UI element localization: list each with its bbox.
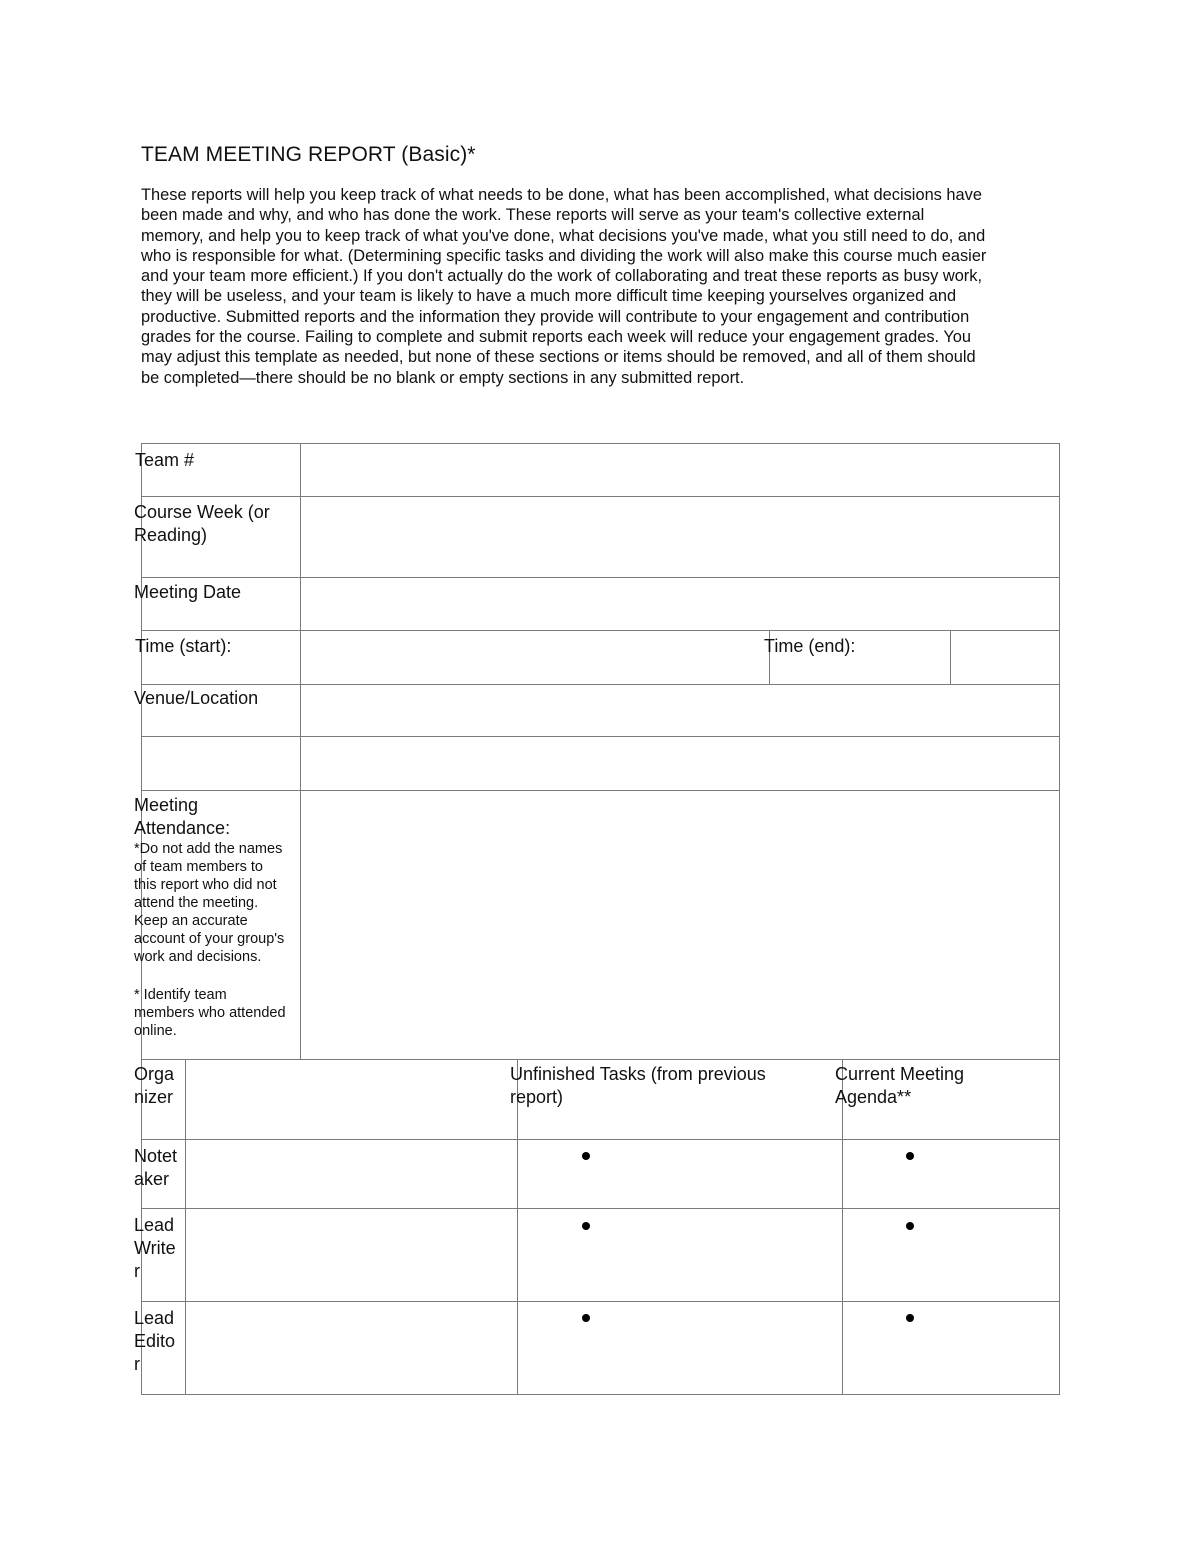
course-week-field[interactable] (301, 499, 1058, 576)
table-border (141, 577, 1060, 578)
lead-writer-unfinished-field[interactable] (600, 1211, 840, 1300)
lead-editor-unfinished-field[interactable] (600, 1304, 840, 1393)
table-border (141, 1208, 1060, 1209)
time-start-label: Time (start): (135, 636, 232, 656)
table-border (141, 1394, 1060, 1395)
role-label-notetaker: Notet aker (134, 1146, 178, 1189)
table-border (141, 736, 1060, 737)
table-border (141, 630, 1060, 631)
time-end-label: Time (end): (764, 636, 856, 656)
notetaker-name-field[interactable] (186, 1142, 516, 1207)
venue-field[interactable] (301, 687, 1058, 735)
table-border (141, 1059, 1060, 1060)
attendance-field[interactable] (301, 793, 1058, 1058)
intro-line: memory, and help you to keep track of what you've done, what decisions you've made, what you still need to do, and (141, 226, 986, 245)
time-end-field[interactable] (951, 633, 1058, 683)
venue-label: Venue/Location (134, 688, 259, 708)
lead-writer-agenda-field[interactable] (925, 1211, 1058, 1300)
lead-editor-agenda-field[interactable] (925, 1304, 1058, 1393)
bullet-icon (906, 1222, 914, 1230)
organizer-name-field[interactable] (186, 1062, 516, 1138)
bullet-icon (906, 1152, 914, 1160)
table-border (1059, 443, 1060, 1395)
table-border (141, 496, 1060, 497)
time-start-field[interactable] (301, 633, 768, 683)
notetaker-agenda-field[interactable] (925, 1142, 1058, 1207)
attendance-heading: Meeting Attendance: (134, 795, 231, 838)
notetaker-unfinished-field[interactable] (600, 1142, 840, 1207)
role-label-lead-editor: Lead Edito r (134, 1308, 176, 1374)
bullet-icon (582, 1222, 590, 1230)
attendance-online-note: * Identify team members who attended online. (134, 987, 286, 1039)
bullet-icon (582, 1152, 590, 1160)
table-border (141, 1301, 1060, 1302)
intro-paragraph (141, 185, 1071, 388)
intro-line: be completed—there should be no blank or empty sections in any submitted report. (141, 368, 745, 387)
meeting-date-field[interactable] (301, 580, 1058, 629)
table-border (141, 790, 1060, 791)
table-border (141, 1139, 1060, 1140)
lead-editor-name-field[interactable] (186, 1304, 516, 1393)
attendance-note: *Do not add the names of team members to this report who did not attend the meeting. Keep an accurate account of your group's work and decisions. (134, 841, 285, 965)
lead-writer-name-field[interactable] (186, 1211, 516, 1300)
role-label-organizer: Orga nizer (134, 1064, 175, 1107)
intro-line: may adjust this template as needed, but none of these sections or items should be removed, and all of them should (141, 348, 976, 367)
bullet-icon (582, 1314, 590, 1322)
page-title: TEAM MEETING REPORT (Basic)* (141, 143, 476, 166)
intro-line: productive. Submitted reports and the information they provide will contribute to your engagement and contribution (141, 307, 970, 326)
blank-label-cell[interactable] (142, 739, 299, 789)
table-border (141, 684, 1060, 685)
table-border (842, 1059, 843, 1394)
table-border (517, 1059, 518, 1394)
meeting-date-label: Meeting Date (134, 582, 242, 602)
intro-line: and your team more efficient.) If you don't actually do the work of collaborating and treat these reports as busy work, (141, 267, 983, 286)
role-label-lead-writer: Lead Write r (134, 1215, 176, 1281)
intro-line: These reports will help you keep track of what needs to be done, what has been accomplished, what decisions have (141, 186, 982, 204)
agenda-header: Current Meeting Agenda** (835, 1064, 965, 1107)
intro-line: who is responsible for what. (Determining specific tasks and dividing the work will also make this course much easier (141, 246, 987, 265)
table-border (141, 443, 1060, 444)
unfinished-tasks-header: Unfinished Tasks (from previous report) (510, 1064, 766, 1107)
team-number-label: Team # (135, 450, 195, 470)
bullet-icon (906, 1314, 914, 1322)
intro-line: grades for the course. Failing to complete and submit reports each week will reduce your engagement grades. You (141, 328, 972, 347)
team-number-field[interactable] (301, 446, 1058, 495)
intro-line: they will be useless, and your team is likely to have a much more difficult time keeping yourselves organized and (141, 287, 957, 306)
intro-line: been made and why, and who has done the work. These reports will serve as your team's collective external (141, 206, 925, 225)
course-week-label: Course Week (or Reading) (134, 502, 270, 545)
blank-field-cell[interactable] (301, 739, 1058, 789)
